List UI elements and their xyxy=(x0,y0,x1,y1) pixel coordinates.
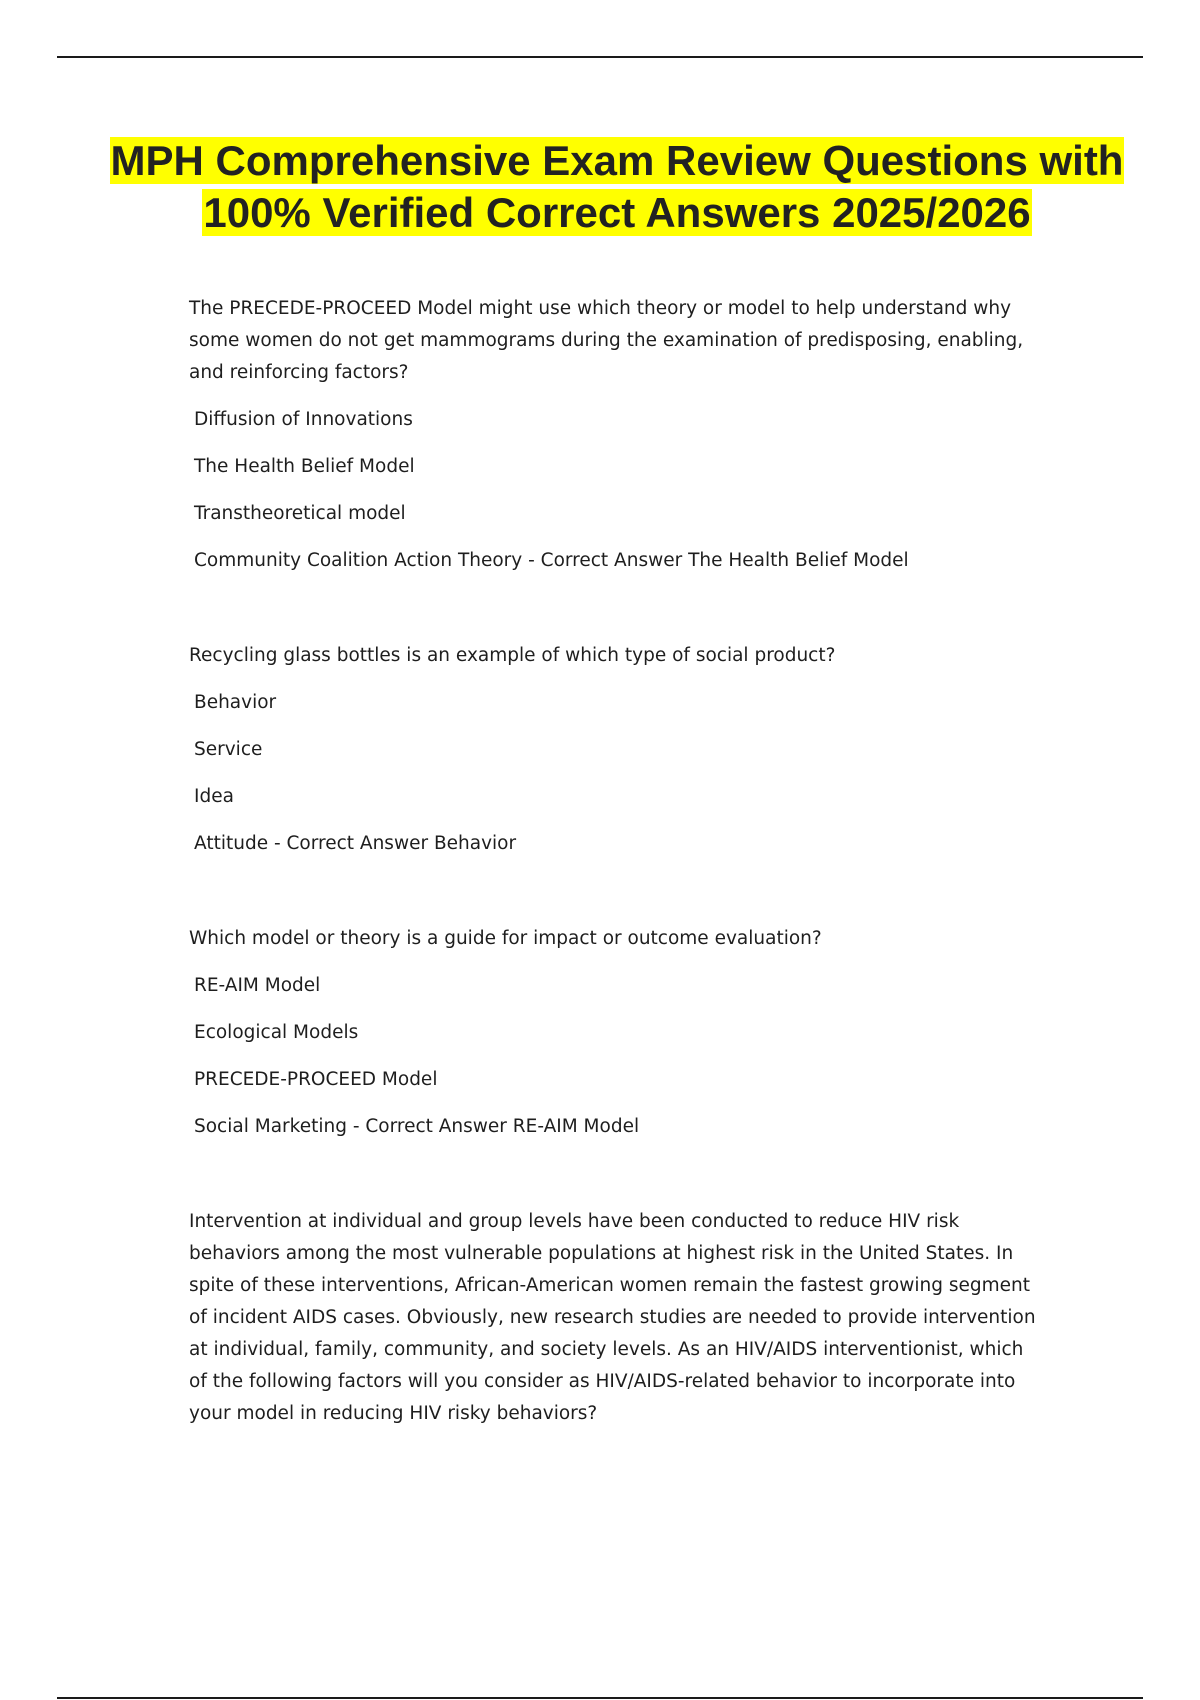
question-text: The PRECEDE-PROCEED Model might use which theory or model to help understand why some women do not get mammograms during the examination of predisposing, enabling, and reinforcing factors? xyxy=(189,298,1024,383)
answer-option-with-correct-answer: Attitude - Correct Answer Behavior xyxy=(194,833,517,854)
answer-option: Behavior xyxy=(194,692,277,713)
title-highlight: MPH Comprehensive Exam Review Questions with 100% Verified Correct Answers 2025/2026 xyxy=(110,137,1124,236)
question-block-4 xyxy=(189,1206,1039,1430)
question-text: Recycling glass bottles is an example of which type of social product? xyxy=(189,645,836,666)
question-text: Which model or theory is a guide for impact or outcome evaluation? xyxy=(189,928,822,949)
answer-option: Transtheoretical model xyxy=(194,503,406,524)
question-block-3 xyxy=(189,923,1039,1143)
bottom-divider xyxy=(57,1697,1143,1699)
question-text: Intervention at individual and group levels have been conducted to reduce HIV risk behaviors among the most vulnerable populations at highest risk in the United States. In spite of these interventions, African-American women remain the fastest growing segment of incident AIDS cases. Obviously, new research studies are needed to provide intervention at individual, family, community, and society levels. As an HIV/AIDS interventionist, which of the following factors will you consider as HIV/AIDS-related behavior to incorporate into your model in reducing HIV risky behaviors? xyxy=(189,1211,1036,1424)
answer-option-with-correct-answer: Social Marketing - Correct Answer RE-AIM Model xyxy=(194,1116,640,1137)
top-divider xyxy=(57,56,1143,58)
question-list xyxy=(189,293,1039,1493)
answer-option-with-correct-answer: Community Coalition Action Theory - Correct Answer The Health Belief Model xyxy=(194,550,909,571)
question-block-1 xyxy=(189,293,1039,577)
answer-option: The Health Belief Model xyxy=(194,456,415,477)
answer-option: PRECEDE-PROCEED Model xyxy=(194,1069,438,1090)
answer-option: Service xyxy=(194,739,263,760)
answer-option: Diffusion of Innovations xyxy=(194,409,413,430)
answer-option: RE-AIM Model xyxy=(194,975,321,996)
document-title xyxy=(100,135,1134,239)
answer-option: Ecological Models xyxy=(194,1022,359,1043)
answer-option: Idea xyxy=(194,786,234,807)
question-block-2 xyxy=(189,640,1039,860)
